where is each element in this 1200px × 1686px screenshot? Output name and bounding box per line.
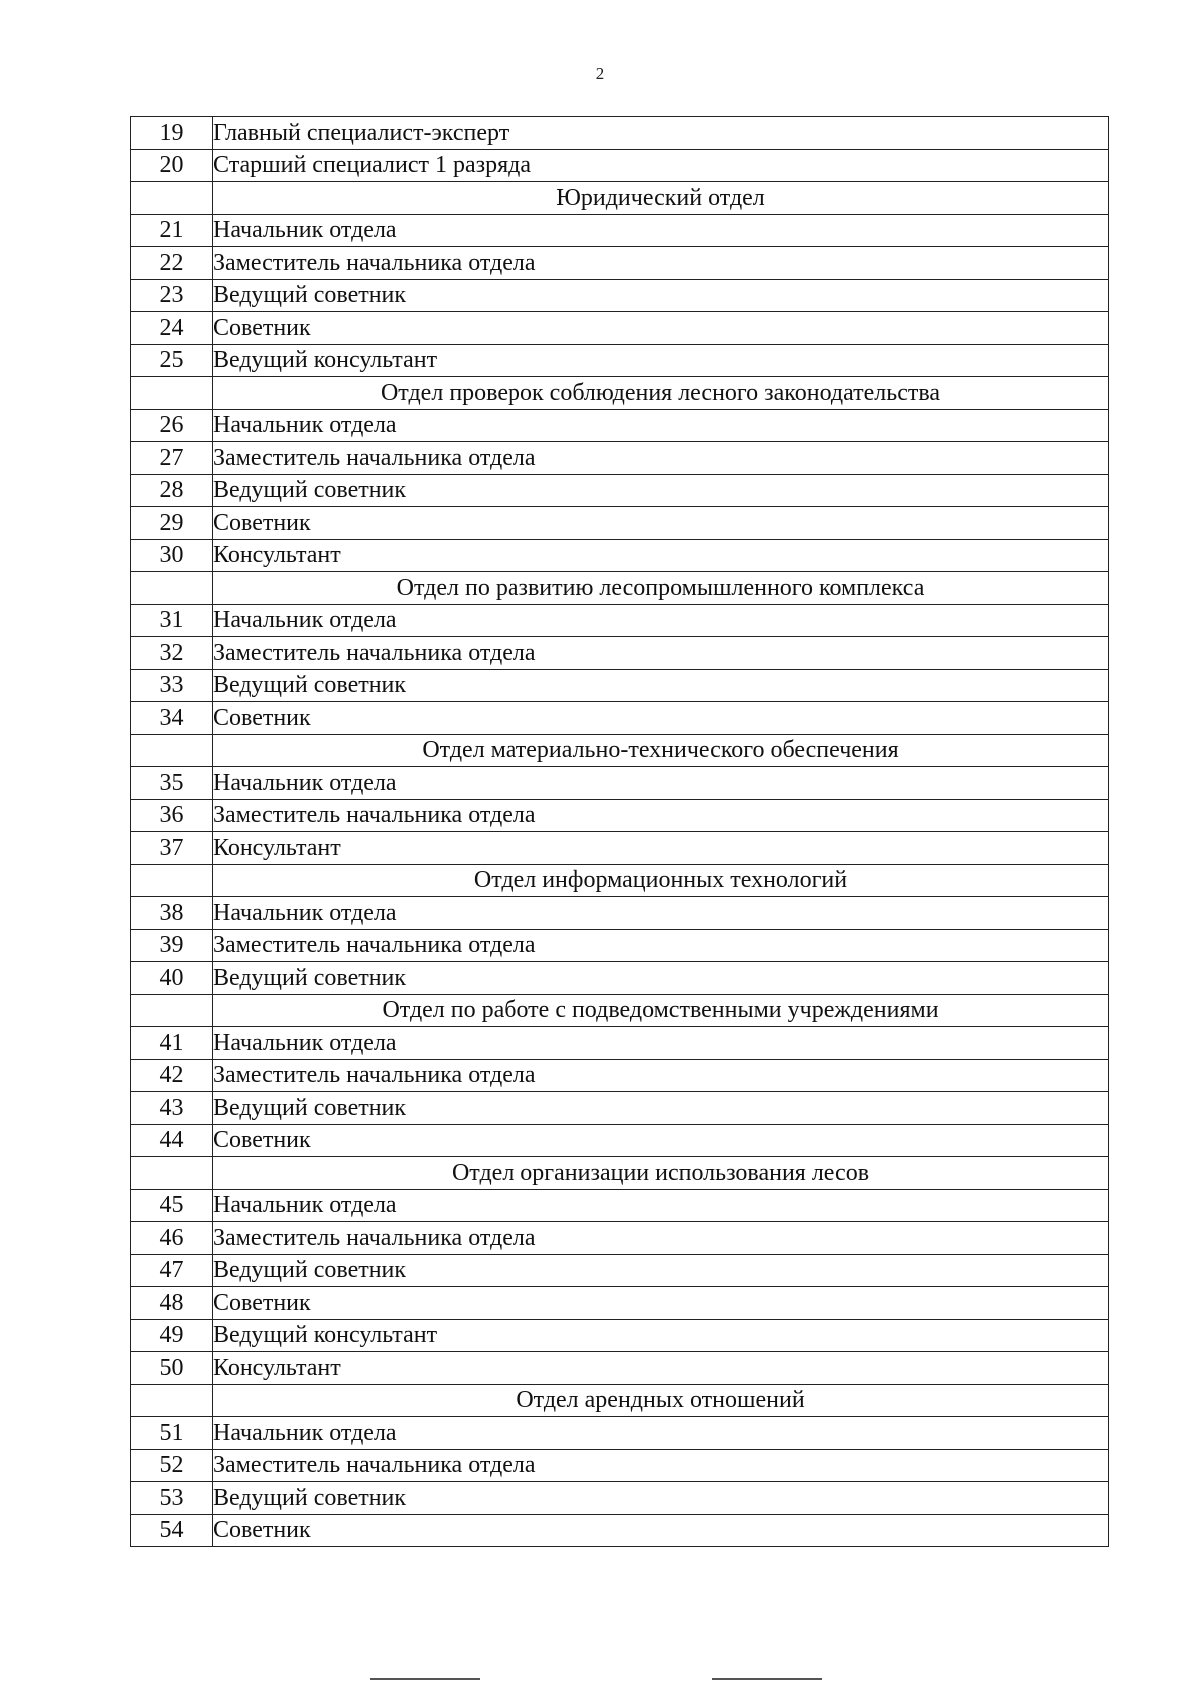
- row-number: 29: [131, 507, 213, 540]
- table-row: [131, 669, 1109, 702]
- department-name: Отдел по работе с подведомственными учреждениями: [213, 994, 1109, 1027]
- table-row: [131, 1254, 1109, 1287]
- department-name: Юридический отдел: [213, 182, 1109, 215]
- position-title: Ведущий консультант: [213, 1319, 1109, 1352]
- row-number: 44: [131, 1124, 213, 1157]
- table-row: [131, 1124, 1109, 1157]
- position-title: Заместитель начальника отдела: [213, 442, 1109, 475]
- position-title: Советник: [213, 507, 1109, 540]
- row-number: 32: [131, 637, 213, 670]
- position-title: Начальник отдела: [213, 604, 1109, 637]
- table-row: [131, 799, 1109, 832]
- row-number: 46: [131, 1222, 213, 1255]
- row-number: [131, 734, 213, 767]
- department-header-row: [131, 182, 1109, 215]
- table-row: [131, 539, 1109, 572]
- row-number: 24: [131, 312, 213, 345]
- page-number: 2: [595, 64, 605, 83]
- table-row: [131, 1287, 1109, 1320]
- row-number: 22: [131, 247, 213, 280]
- position-title: Начальник отдела: [213, 897, 1109, 930]
- position-title: Ведущий советник: [213, 1254, 1109, 1287]
- department-header-row: [131, 1157, 1109, 1190]
- staff-positions-table: [130, 116, 1109, 1547]
- row-number: 41: [131, 1027, 213, 1060]
- position-title: Советник: [213, 1287, 1109, 1320]
- position-title: Консультант: [213, 832, 1109, 865]
- row-number: 51: [131, 1417, 213, 1450]
- table-row: [131, 1092, 1109, 1125]
- table-row: [131, 344, 1109, 377]
- position-title: Ведущий советник: [213, 962, 1109, 995]
- row-number: [131, 1384, 213, 1417]
- row-number: [131, 377, 213, 410]
- position-title: Старший специалист 1 разряда: [213, 149, 1109, 182]
- position-title: Советник: [213, 1514, 1109, 1547]
- position-title: Ведущий советник: [213, 1092, 1109, 1125]
- position-title: Консультант: [213, 539, 1109, 572]
- row-number: 38: [131, 897, 213, 930]
- row-number: [131, 994, 213, 1027]
- department-name: Отдел материально-технического обеспечения: [213, 734, 1109, 767]
- row-number: 35: [131, 767, 213, 800]
- department-name: Отдел организации использования лесов: [213, 1157, 1109, 1190]
- position-title: Главный специалист-эксперт: [213, 117, 1109, 150]
- position-title: Заместитель начальника отдела: [213, 1222, 1109, 1255]
- table-row: [131, 1027, 1109, 1060]
- row-number: 28: [131, 474, 213, 507]
- table-row: [131, 637, 1109, 670]
- row-number: 54: [131, 1514, 213, 1547]
- row-number: 31: [131, 604, 213, 637]
- row-number: 53: [131, 1482, 213, 1515]
- table-row: [131, 442, 1109, 475]
- department-header-row: [131, 377, 1109, 410]
- department-header-row: [131, 572, 1109, 605]
- table-row: [131, 767, 1109, 800]
- department-header-row: [131, 994, 1109, 1027]
- table-row: [131, 1417, 1109, 1450]
- department-name: Отдел проверок соблюдения лесного законодательства: [213, 377, 1109, 410]
- department-header-row: [131, 734, 1109, 767]
- scan-mark-left: [370, 1678, 480, 1680]
- table-row: [131, 1352, 1109, 1385]
- table-row: [131, 702, 1109, 735]
- position-title: Заместитель начальника отдела: [213, 929, 1109, 962]
- table-row: [131, 1059, 1109, 1092]
- row-number: 34: [131, 702, 213, 735]
- table-row: [131, 474, 1109, 507]
- row-number: 27: [131, 442, 213, 475]
- position-title: Ведущий советник: [213, 669, 1109, 702]
- row-number: [131, 572, 213, 605]
- position-title: Заместитель начальника отдела: [213, 637, 1109, 670]
- table-row: [131, 1514, 1109, 1547]
- table-row: [131, 279, 1109, 312]
- table-row: [131, 312, 1109, 345]
- row-number: 36: [131, 799, 213, 832]
- position-title: Начальник отдела: [213, 409, 1109, 442]
- position-title: Консультант: [213, 1352, 1109, 1385]
- department-name: Отдел информационных технологий: [213, 864, 1109, 897]
- row-number: 23: [131, 279, 213, 312]
- position-title: Ведущий советник: [213, 474, 1109, 507]
- row-number: 26: [131, 409, 213, 442]
- row-number: [131, 182, 213, 215]
- position-title: Заместитель начальника отдела: [213, 247, 1109, 280]
- position-title: Начальник отдела: [213, 767, 1109, 800]
- table-body: [131, 117, 1109, 1547]
- table-row: [131, 929, 1109, 962]
- row-number: 39: [131, 929, 213, 962]
- row-number: 25: [131, 344, 213, 377]
- table-row: [131, 1449, 1109, 1482]
- position-title: Начальник отдела: [213, 214, 1109, 247]
- position-title: Заместитель начальника отдела: [213, 799, 1109, 832]
- table-row: [131, 409, 1109, 442]
- table-row: [131, 507, 1109, 540]
- row-number: 37: [131, 832, 213, 865]
- row-number: 42: [131, 1059, 213, 1092]
- position-title: Заместитель начальника отдела: [213, 1059, 1109, 1092]
- table-row: [131, 1482, 1109, 1515]
- row-number: 49: [131, 1319, 213, 1352]
- row-number: 43: [131, 1092, 213, 1125]
- row-number: 30: [131, 539, 213, 572]
- position-title: Ведущий советник: [213, 1482, 1109, 1515]
- row-number: 45: [131, 1189, 213, 1222]
- table-row: [131, 832, 1109, 865]
- table-row: [131, 214, 1109, 247]
- row-number: 52: [131, 1449, 213, 1482]
- table-row: [131, 897, 1109, 930]
- position-title: Заместитель начальника отдела: [213, 1449, 1109, 1482]
- table-row: [131, 117, 1109, 150]
- position-title: Советник: [213, 1124, 1109, 1157]
- department-header-row: [131, 1384, 1109, 1417]
- table-row: [131, 247, 1109, 280]
- table-row: [131, 1222, 1109, 1255]
- position-title: Ведущий консультант: [213, 344, 1109, 377]
- department-header-row: [131, 864, 1109, 897]
- table-row: [131, 149, 1109, 182]
- position-title: Ведущий советник: [213, 279, 1109, 312]
- position-title: Советник: [213, 312, 1109, 345]
- row-number: 33: [131, 669, 213, 702]
- table-row: [131, 962, 1109, 995]
- department-name: Отдел арендных отношений: [213, 1384, 1109, 1417]
- row-number: 50: [131, 1352, 213, 1385]
- position-title: Начальник отдела: [213, 1189, 1109, 1222]
- row-number: [131, 864, 213, 897]
- row-number: [131, 1157, 213, 1190]
- department-name: Отдел по развитию лесопромышленного комплекса: [213, 572, 1109, 605]
- row-number: 19: [131, 117, 213, 150]
- position-title: Начальник отдела: [213, 1417, 1109, 1450]
- position-title: Начальник отдела: [213, 1027, 1109, 1060]
- scan-mark-right: [712, 1678, 822, 1680]
- row-number: 21: [131, 214, 213, 247]
- row-number: 48: [131, 1287, 213, 1320]
- table-row: [131, 1189, 1109, 1222]
- row-number: 40: [131, 962, 213, 995]
- row-number: 20: [131, 149, 213, 182]
- row-number: 47: [131, 1254, 213, 1287]
- table-row: [131, 604, 1109, 637]
- position-title: Советник: [213, 702, 1109, 735]
- table-row: [131, 1319, 1109, 1352]
